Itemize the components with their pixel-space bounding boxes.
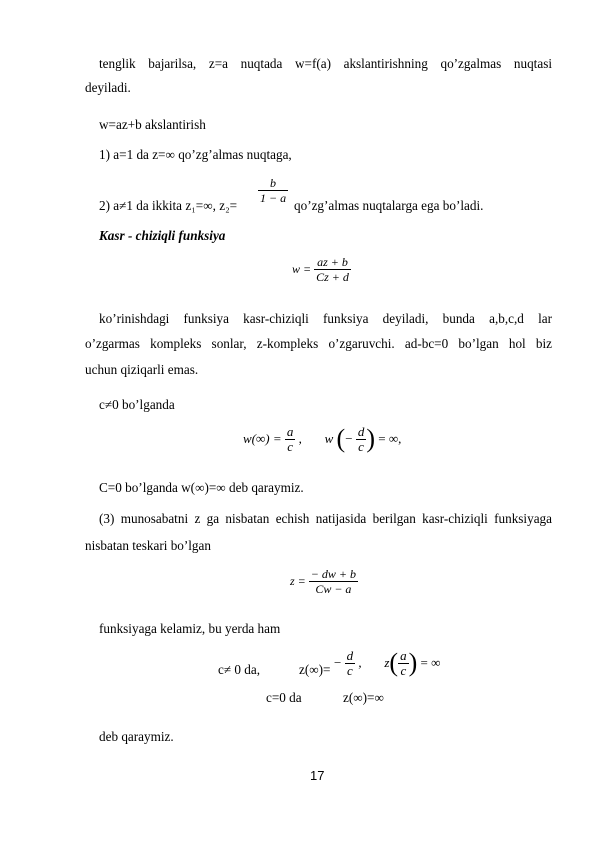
w-of-neg-d-c: w: [324, 431, 334, 446]
case1-formula: − $\frac{d}{c}$ , z( $\frac{a}{c}$ ) = ∞: [334, 647, 441, 678]
w-infinity-lhs: w(∞) =: [243, 431, 282, 446]
text-line-2: deyiladi.: [85, 80, 131, 95]
neg-d-numerator: d: [357, 423, 365, 439]
eq-infinity-2: = ∞: [420, 655, 441, 670]
w-formula: [292, 255, 351, 284]
w-numerator: az + b: [314, 255, 351, 270]
text-line-5b: qo’zg’almas nuqtalarga ega bo’ladi.: [294, 198, 484, 213]
case2-label: c=0 da: [266, 690, 302, 705]
paragraph-line-2: o’zgarmas kompleks sonlar, z-kompleks o’zgaruvchi. ad-bc=0 bo’lgan hol biz: [85, 336, 552, 351]
case1-d-numerator: d: [346, 647, 354, 663]
case2-z: z(∞)=∞: [343, 690, 384, 705]
case1-label: c≠ 0 da,: [218, 662, 261, 677]
section-heading: Kasr - chiziqli funksiya: [99, 228, 226, 243]
case1-c-denominator: c: [346, 662, 353, 678]
w-denominator: Cz + d: [316, 270, 349, 284]
z-numerator: − dw + b: [310, 567, 356, 581]
z-of-a-c: z: [384, 655, 390, 670]
inverse-line-1: (3) munosabatni z ga nisbatan echish natijasida berilgan kasr-chiziqli funksiyaga: [99, 511, 552, 526]
z-denominator: Cw − a: [315, 582, 352, 596]
w-infinity-formula: w(∞) = $\frac{a}{c}$ , w (− $\frac{d}{c}$ ) = ∞,: [243, 423, 402, 454]
z-lhs: z =: [290, 574, 306, 588]
paragraph-line-3: uchun qiziqarli emas.: [85, 362, 199, 377]
case1-a-numerator: a: [400, 647, 407, 663]
page-number: 17: [310, 768, 325, 783]
eq-infinity: = ∞,: [378, 431, 402, 446]
funk-line: funksiyaga kelamiz, bu yerda ham: [99, 621, 281, 636]
inverse-line-2: nisbatan teskari bo’lgan: [85, 538, 211, 553]
c-nonzero-label: c≠0 bo’lganda: [99, 397, 175, 412]
a-over-c-numerator: a: [286, 423, 294, 439]
text-line-3: w=az+b akslantirish: [99, 117, 206, 132]
case1-z: z(∞)=: [299, 662, 331, 677]
closing-line: deb qaraymiz.: [99, 729, 174, 744]
z2-denominator: 1 − a: [260, 191, 287, 205]
case1-c-denominator-2: c: [400, 662, 407, 678]
z-inverse-formula: [290, 567, 358, 596]
text-line-4: 1) a=1 da z=∞ qo’zg’almas nuqtaga,: [99, 147, 292, 162]
w-lhs: w =: [292, 262, 312, 276]
z2-fraction: [258, 176, 288, 205]
paragraph-line-1: ko’rinishdagi funksiya kasr-chiziqli funksiya deyiladi, bunda a,b,c,d lar: [99, 311, 552, 326]
c-zero-line: C=0 bo’lganda w(∞)=∞ deb qaraymiz.: [99, 480, 304, 495]
a-over-c-denominator: c: [287, 438, 294, 454]
text-line-1: tenglik bajarilsa, z=a nuqtada w=f(a) akslantirishning qo’zgalmas nuqtasi: [99, 56, 552, 71]
neg-d-denominator: c: [358, 438, 364, 454]
text-line-5a: 2) a≠1 da ikkita z₁=∞, z₂=: [99, 198, 238, 213]
z2-numerator: b: [258, 176, 288, 191]
